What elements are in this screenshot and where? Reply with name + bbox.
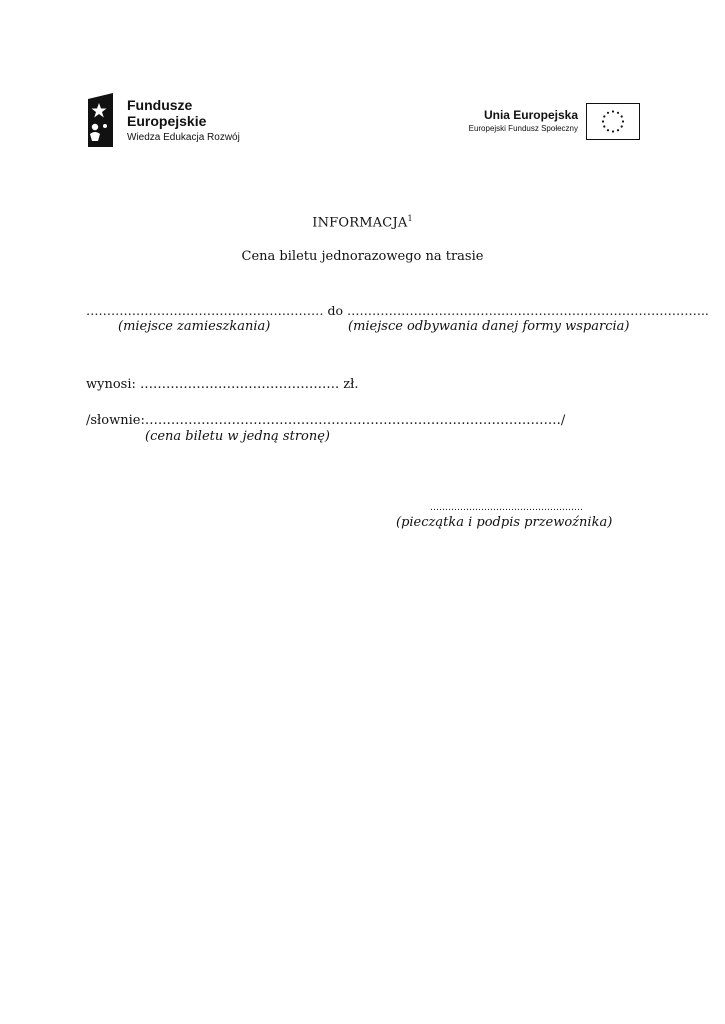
document-title — [0, 214, 725, 230]
title-footnote-marker: 1 — [407, 214, 413, 223]
fe-logo-line3: Wiedza Edukacja Rozwój — [127, 132, 240, 143]
amount-fill-line: wynosi: ………………………………………. zł. — [86, 377, 359, 392]
signature-label: (pieczątka i podpis przewoźnika) — [396, 515, 613, 530]
route-to-label: (miejsce odbywania danej formy wsparcia) — [348, 319, 630, 334]
route-from-label: (miejsce zamieszkania) — [118, 319, 271, 334]
fe-emblem-icon — [86, 93, 115, 147]
signature-fill-line: …………………………………………… — [430, 503, 583, 513]
document-subtitle: Cena biletu jednorazowego na trasie — [241, 249, 484, 264]
fundusze-europejskie-logo — [86, 93, 256, 147]
ue-logo-line2: Europejski Fundusz Społeczny — [468, 124, 578, 133]
title-text: INFORMACJA — [312, 215, 408, 231]
fe-logo-line1: Fundusze — [127, 97, 193, 113]
words-fill-line: /słownie:……………………………………………………………………………………/ — [86, 413, 566, 428]
fe-logo-line2: Europejskie — [127, 113, 207, 129]
unia-europejska-logo — [460, 103, 640, 140]
words-label: (cena biletu w jedną stronę) — [145, 429, 330, 444]
route-fill-line: ………………………………………………… do ……………………………….………………………………………….. — [86, 303, 709, 318]
eu-flag-icon — [586, 103, 640, 140]
ue-logo-line1: Unia Europejska — [483, 108, 578, 122]
